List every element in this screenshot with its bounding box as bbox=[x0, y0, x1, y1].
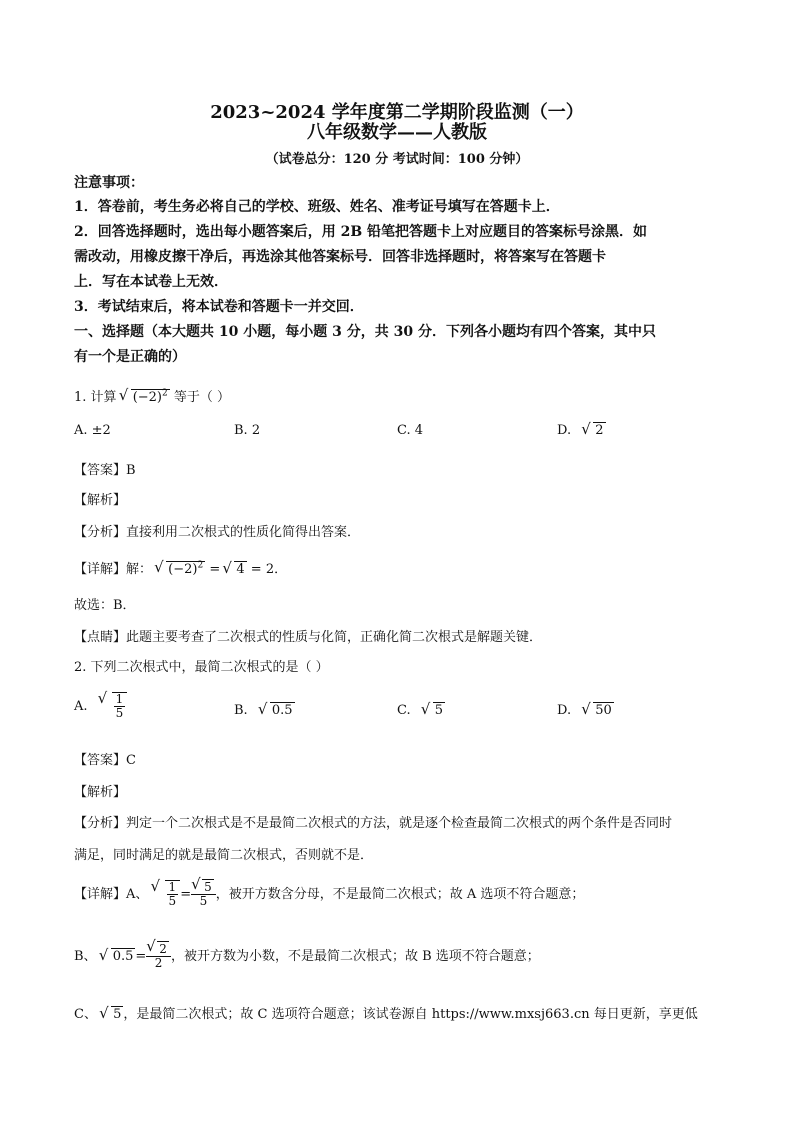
q1-analysis-label: 【解析】 bbox=[74, 493, 127, 508]
q2-detail-c bbox=[74, 1003, 698, 1022]
note-2-line2: 需改动，用橡皮擦干净后，再选涂其他答案标号．回答非选择题时，将答案写在答题卡 bbox=[74, 249, 606, 265]
frac-den: 2 bbox=[154, 956, 163, 970]
q1-detail-end: = 2． bbox=[246, 562, 288, 577]
q1-option-a: A. ±2 bbox=[74, 423, 111, 438]
q1-fenxi bbox=[74, 521, 360, 540]
q1-detail-radicand-2: 4 bbox=[236, 562, 245, 577]
q1-radical bbox=[121, 389, 170, 405]
fenxi-label: 【分析】 bbox=[74, 816, 127, 831]
q1-option-d-radicand: 2 bbox=[595, 423, 604, 438]
radicand: 5 bbox=[113, 1007, 122, 1022]
note-1: 1．答卷前，考生务必将自己的学校、班级、姓名、准考证号填写在答题卡上． bbox=[74, 199, 560, 215]
dianjing-text: 此题主要考查了二次根式的性质与化简，正确化简二次根式是解题关键． bbox=[126, 630, 543, 645]
q2-detail-a bbox=[74, 880, 584, 908]
q2-detail-b-result bbox=[146, 943, 171, 970]
q1-exponent: 2 bbox=[162, 388, 168, 399]
q2-fenxi-line1 bbox=[74, 812, 672, 831]
detail-b-text: ，被开方数为小数，不是最简二次根式；故 B 选项不符合题意； bbox=[170, 949, 540, 964]
eq-sign: = bbox=[180, 887, 192, 902]
q2-answer bbox=[74, 749, 136, 768]
result-radical bbox=[148, 943, 169, 956]
q2-option-b-radical bbox=[260, 703, 295, 718]
q2-option-d-radicand: 50 bbox=[595, 703, 612, 718]
q2-detail-b-radical bbox=[101, 949, 136, 964]
answer-value: B bbox=[126, 463, 136, 478]
dianjing-label: 【点睛】 bbox=[74, 630, 127, 645]
fenxi-text: 判定一个二次根式是不是最简二次根式的方法，就是逐个检查最简二次根式的两个条件是否同时 bbox=[126, 816, 673, 831]
detail-c-prefix: C、 bbox=[74, 1007, 97, 1022]
q1-option-b: B. 2 bbox=[234, 423, 261, 438]
note-2-line3: 上．写在本试卷上无效． bbox=[74, 274, 228, 290]
result-radicand: 2 bbox=[159, 942, 167, 956]
q1-radicand: (−2) bbox=[132, 390, 162, 405]
section-heading-line2: 有一个是正确的） bbox=[74, 349, 186, 365]
q1-answer bbox=[74, 459, 136, 478]
detail-b-prefix: B、 bbox=[74, 949, 97, 964]
q2-option-c-label: C. bbox=[397, 703, 411, 718]
detail-c-text: ，是最简二次根式；故 C 选项符合题意；该试卷源自 https://www.mxsj663.cn 每日更新，享更低 bbox=[123, 1007, 698, 1022]
q2-fenxi-line2: 满足，同时满足的就是最简二次根式，否则就不是． bbox=[74, 848, 374, 863]
frac-den: 5 bbox=[168, 894, 177, 908]
q2-option-a-label: A. bbox=[74, 699, 88, 714]
q2-option-c-radicand: 5 bbox=[434, 703, 444, 718]
fenxi-text: 直接利用二次根式的性质化简得出答案． bbox=[126, 525, 361, 540]
detail-a-text: ，被开方数含分母，不是最简二次根式；故 A 选项不符合题意； bbox=[215, 887, 585, 902]
q2-option-c-radical bbox=[423, 703, 445, 718]
q1-prefix: 1. 计算 bbox=[74, 390, 117, 405]
answer-label: 【答案】 bbox=[74, 463, 127, 478]
answer-value: C bbox=[126, 753, 136, 768]
q1-choose: 故选：B． bbox=[74, 598, 136, 613]
frac-num: √ 1 bbox=[115, 692, 124, 706]
note-2-line1: 2．回答选择题时，选出每小题答案后，用 2B 铅笔把答题卡上对应题目的答案标号涂黑．如 bbox=[74, 224, 648, 240]
q2-option-a-fraction bbox=[114, 693, 126, 720]
page-title: 2023~2024 学年度第二学期阶段监测（一） bbox=[210, 102, 584, 123]
frac-den: 5 bbox=[199, 894, 208, 908]
result-radicand: 5 bbox=[204, 880, 212, 894]
q1-stem bbox=[74, 386, 230, 405]
q2-option-d-label: D. bbox=[557, 703, 572, 718]
radicand: 0.5 bbox=[112, 949, 134, 964]
q1-option-d-radical bbox=[583, 423, 605, 438]
note-3: 3．考试结束后，将本试卷和答题卡一并交回． bbox=[74, 299, 364, 315]
q1-detail-radicand: (−2) bbox=[168, 562, 198, 577]
q2-detail-a-result bbox=[191, 881, 216, 908]
q1-detail-radical-2 bbox=[224, 562, 246, 577]
q1-detail-eq: = bbox=[205, 562, 225, 577]
q2-detail-b bbox=[74, 943, 540, 970]
q2-option-b-label: B. bbox=[234, 703, 248, 718]
q2-stem: 2. 下列二次根式中，最简二次根式的是（ ） bbox=[74, 660, 329, 675]
q1-suffix: 等于（ ） bbox=[173, 390, 231, 405]
q1-dianjing bbox=[74, 626, 542, 645]
result-radical bbox=[193, 881, 214, 894]
frac bbox=[167, 881, 179, 908]
q2-detail-a-radical bbox=[153, 880, 181, 908]
q1-option-d-label: D. bbox=[557, 423, 572, 438]
eq-sign: = bbox=[135, 949, 147, 964]
detail-label: 【详解】 bbox=[74, 562, 127, 577]
q1-detail-exponent: 2 bbox=[197, 560, 204, 571]
detail-prefix: 解： bbox=[126, 562, 153, 577]
section-heading-line1: 一、选择题（本大题共 10 小题，每小题 3 分，共 30 分．下列各小题均有四个答案，其中只 bbox=[74, 324, 656, 340]
q2-option-b bbox=[234, 703, 295, 718]
q2-option-d-radical bbox=[583, 703, 614, 718]
exam-info: （试卷总分：120 分 考试时间：100 分钟） bbox=[265, 152, 529, 167]
q2-option-a bbox=[74, 692, 127, 720]
detail-a-prefix: A、 bbox=[126, 887, 149, 902]
notes-heading: 注意事项： bbox=[74, 175, 144, 191]
q2-option-c bbox=[397, 703, 445, 718]
q1-detail-radical bbox=[156, 561, 205, 577]
frac-den: 5 bbox=[115, 706, 124, 720]
detail-label: 【详解】 bbox=[74, 887, 127, 902]
page-subtitle: 八年级数学——人教版 bbox=[307, 122, 487, 143]
fenxi-label: 【分析】 bbox=[74, 525, 127, 540]
q2-analysis-label: 【解析】 bbox=[74, 785, 127, 800]
q2-detail-c-radical bbox=[101, 1007, 123, 1022]
q2-option-b-radicand: 0.5 bbox=[271, 703, 293, 718]
frac-num: √ 1 bbox=[168, 880, 177, 894]
q2-option-a-radical bbox=[100, 692, 128, 720]
answer-label: 【答案】 bbox=[74, 753, 127, 768]
q1-option-d bbox=[557, 423, 606, 438]
q1-option-c: C. 4 bbox=[397, 423, 424, 438]
q2-option-d bbox=[557, 703, 614, 718]
q1-detail bbox=[74, 558, 287, 577]
